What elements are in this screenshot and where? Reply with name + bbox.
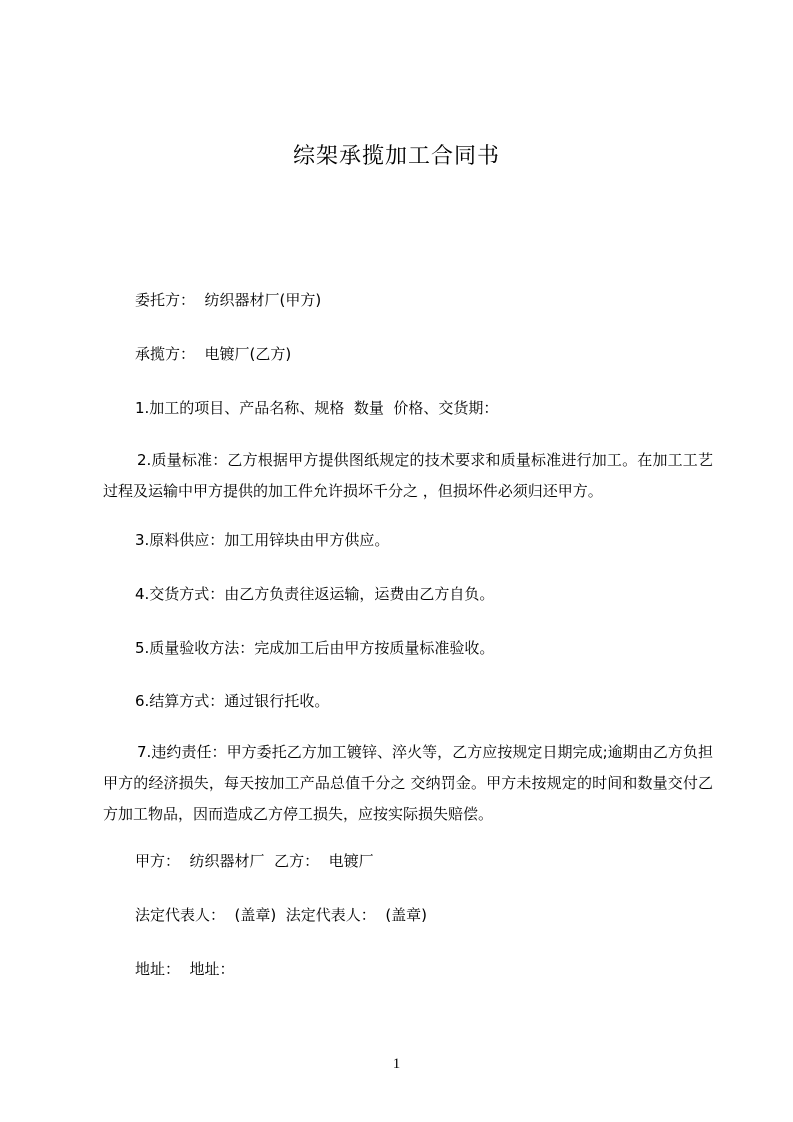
contractor-line: 承揽方： 电镀厂(乙方): [135, 345, 292, 363]
addresses-line: 地址： 地址：: [135, 960, 235, 978]
page-title: 综架承揽加工合同书: [292, 144, 500, 169]
clause-6: 6.结算方式：通过银行托收。: [135, 692, 330, 710]
clause-1: 1.加工的项目、产品名称、规格 数量 价格、交货期：: [135, 399, 499, 417]
client-line: 委托方： 纺织器材厂(甲方): [135, 291, 322, 309]
clause-4: 4.交货方式：由乙方负责往返运输，运费由乙方自负。: [135, 585, 495, 603]
parties-line: 甲方： 纺织器材厂 乙方： 电镀厂: [135, 852, 374, 870]
representatives-line: 法定代表人： (盖章) 法定代表人： (盖章): [135, 906, 428, 924]
clause-3: 3.原料供应：加工用锌块由甲方供应。: [135, 531, 390, 549]
page-number: 1: [392, 1056, 401, 1072]
clause-2: 2.质量标准：乙方根据甲方提供图纸规定的技术要求和质量标准进行加工。在加工工艺过程及运输中甲方提供的加工件允许损坏千分之 ，但损坏件必须归还甲方。: [103, 451, 713, 500]
clause-5: 5.质量验收方法：完成加工后由甲方按质量标准验收。: [135, 639, 495, 657]
clause-7: 7.违约责任：甲方委托乙方加工镀锌、淬火等，乙方应按规定日期完成;逾期由乙方负担甲方的经济损失，每天按加工产品总值千分之 交纳罚金。甲方未按规定的时间和数量交付乙方加工物品，因而造成乙方停工损失，应按实际损失赔偿。: [103, 743, 713, 823]
